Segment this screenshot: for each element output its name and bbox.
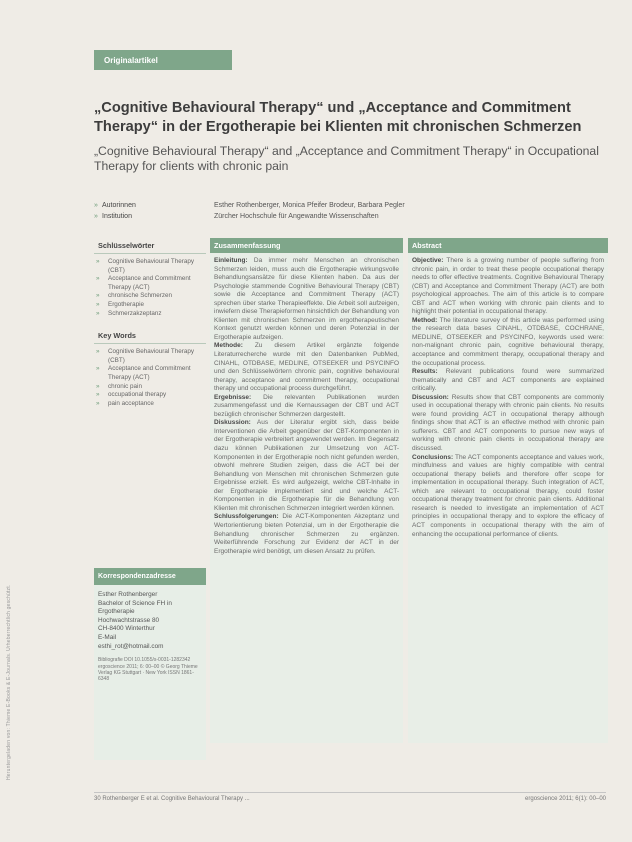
- abstract-heading: Abstract: [408, 238, 608, 253]
- meta-value: Esther Rothenberger, Monica Pfeifer Brodeur, Barbara Pegler: [214, 202, 405, 209]
- correspondence-heading: Korrespondenzadresse: [94, 568, 206, 585]
- bullet-icon: »: [96, 300, 100, 308]
- bibliography-note: Bibliografie DOI 10.1055/s-0031-1282342 ergoscience 2011; 6: 00–00 © Georg Thieme Verlag KG Stuttgart · New York ISSN 1861-6348: [98, 657, 198, 683]
- keyword-item: » Cognitive Behavioural Therapy (CBT): [96, 258, 194, 274]
- meta-key: Institution: [102, 213, 132, 220]
- page-footer: [94, 792, 606, 808]
- bullet-icon: »: [96, 382, 100, 390]
- paragraph: Results: Relevant publications found were summarized thematically and CBT and ACT components are explained critically.: [412, 368, 604, 393]
- paragraph: Method: The literature survey of this article was performed using the research data bases CINAHL, OTDBASE, COCHRANE, MEDLINE, OTSEEKER and PSYCINFO, keywords used were: non-malignant chronic pain, cognitive behavioural therapy, acceptance and commitment therapy, occupational therapy and the occupational process.: [412, 316, 604, 367]
- keywords-en-heading: Key Words: [94, 328, 206, 344]
- footer-left: 30 Rothenberger E et al. Cognitive Behavioural Therapy ...: [94, 796, 250, 802]
- keyword-item: » chronische Schmerzen: [96, 292, 173, 300]
- side-copyright-strip: Heruntergeladen von: Thieme E-Books & E-Journals. Urheberrechtlich geschützt.: [6, 584, 12, 780]
- paragraph: Methode: Zu diesem Artikel ergänzte folgende Literaturrecherche wurde mit den Datenbanken PubMed, CINAHL, OTDBASE, MEDLINE, OTSEEKER und PSYCINFO und den Schlüsselwörtern chronic pain, cognitive behavioural therapy, acceptance and commitment therapy, occupational therapy und occupational process durchgeführt.: [214, 342, 400, 393]
- bullet-icon: »: [96, 292, 100, 300]
- bullet-icon: »: [94, 213, 98, 220]
- paragraph: Discussion: Results show that CBT components are commonly used in occupational therapy with chronic pain clients. No results were found providing ACT in occupational therapy although findings show that ACT is an effective method with chronic pain sufferers. CBT and ACT components to pursue new ways of working with chronic pain clients in occupational therapy are discussed.: [412, 393, 604, 453]
- correspondence-box: [94, 568, 206, 760]
- paragraph: Schlussfolgerungen: Die ACT-Komponenten Akzeptanz und Wertorientierung bieten Potenzial, um in der Ergotherapie die Behandlung chronischer Schmerzen zu ergänzen. Weiterführende Forschung zur Evidenz der ACT in der Ergotherapie wird benötigt, um diesen Ansatz zu prüfen.: [214, 513, 400, 555]
- keywords-column: [94, 238, 206, 418]
- footer-right: ergoscience 2011; 6(1): 00–00: [525, 796, 606, 802]
- meta-key: Autorinnen: [102, 202, 136, 209]
- paragraph: Ergebnisse: Die relevanten Publikationen wurden zusammengefasst und die Kernaussagen der CBT und ACT bezüglich chronischer Schmerzen dargestellt.: [214, 393, 400, 418]
- keywords-de-heading: Schlüsselwörter: [94, 238, 206, 254]
- bullet-icon: »: [94, 202, 98, 209]
- meta-institution-row: [94, 211, 405, 222]
- email-link[interactable]: esthi_rot@hotmail.com: [98, 642, 164, 650]
- meta-value: Zürcher Hochschule für Angewandte Wissenschaften: [214, 213, 379, 220]
- bullet-icon: »: [96, 309, 100, 317]
- keyword-item: » occupational therapy: [96, 391, 167, 399]
- title-english: „Cognitive Behavioural Therapy“ and „Acceptance and Commitment Therapy“ in Occupational Therapy for clients with chronic pain: [94, 144, 599, 173]
- paragraph: Objective: There is a growing number of people suffering from chronic pain, in order to treat these people occupational therapy needs to offer effective treatments. Cognitive Behavioural Therapy (CBT) and Acceptance and Commitment Therapy (ACT) are both psychological approaches. The aim of this article is to compare CBT and ACT when working with chronic pain clients and to highlight their potential in occupational therapy.: [412, 257, 604, 316]
- keyword-item: » Acceptance and Commitment Therapy (ACT): [96, 275, 191, 291]
- paragraph: Conclusions: The ACT components acceptance and values work, mindfulness and values are highly compatible with central occupational therapy beliefs and therefore offer scope for implementation in occupational therapy. Such integration of ACT, which are relevant to occupational therapy, could foster occupational therapy treatment for chronic pain clients. Additional research is needed to investigate an implementation of ACT principles in occupational therapy and to explore the efficacy of ACT components in occupational therapy with the aim of enhancing the occupational performance of clients.: [412, 453, 604, 538]
- paragraph: Einleitung: Da immer mehr Menschen an chronischen Schmerzen leiden, muss auch die Ergotherapie wirkungsvolle Behandlungsansätze für diese Klienten haben. Da aus der Psychologie stammende Cognitive Behavioural Therapy (CBT) sowie die Acceptance and Commitment Therapy (ACT) sprechen über starke Therapieeffekte. Die Arbeit soll aufzeigen, inwiefern diese Therapieformen hinsichtlich der Behandlung von Klienten mit chronischen Schmerzen im ergotherapeutischen Kontext genutzt werden können und deren Potenzial in der Ergotherapie aufzeigen.: [214, 257, 399, 341]
- zusammenfassung-body: [210, 253, 403, 743]
- keyword-item: » pain acceptance: [96, 399, 154, 407]
- meta-authors-row: [94, 200, 405, 211]
- keyword-item: » Cognitive Behavioural Therapy (CBT): [96, 348, 194, 364]
- keywords-en-list: [94, 348, 206, 408]
- bullet-icon: »: [96, 275, 100, 283]
- keywords-de-list: [94, 258, 206, 318]
- title-german: „Cognitive Behavioural Therapy“ und „Acceptance and Commitment Therapy“ in der Ergotherapie bei Klienten mit chronischen Schmerzen: [94, 100, 582, 135]
- bullet-icon: »: [96, 391, 100, 399]
- bullet-icon: »: [96, 365, 100, 373]
- author-meta: [94, 200, 405, 222]
- abstract-body: [408, 253, 608, 743]
- keyword-item: » Acceptance and Commitment Therapy (ACT): [96, 365, 191, 381]
- correspondence-address: Esther Rothenberger Bachelor of Science FH in Ergotherapie Hochwachtstrasse 80 CH-8400 Winterthur E-Mail esthi_rot@hotmail.com: [94, 585, 206, 657]
- article-type-badge: Originalartikel: [94, 50, 232, 70]
- bullet-icon: »: [96, 258, 100, 265]
- keyword-item: » Ergotherapie: [96, 300, 145, 308]
- abstract-panel: [408, 238, 608, 743]
- bullet-icon: »: [96, 348, 100, 356]
- zusammenfassung-panel: [210, 238, 403, 743]
- keyword-item: » Schmerzakzeptanz: [96, 309, 162, 317]
- bullet-icon: »: [96, 399, 100, 407]
- paragraph: Diskussion: Aus der Literatur ergibt sich, dass beide Interventionen die Arbeit gegenüber der CBT-Komponenten in der Ergotherapie verbreitert angewendet werden. Im Gegensatz dazu können Publikationen zur Umsetzung von ACT-Komponenten in der Ergotherapie noch nicht gefunden werden, obwohl mehrere Studien zeigen, dass die ACT bei der Behandlung von Menschen mit chronischen Schmerzen gute Ergebnisse erzielt. Es wird aufgezeigt, welche CBT-Inhalte in der Ergotherapie implementiert sind und welche ACT-Komponenten in die Ergotherapie für die Behandlung von Klienten mit chronischen Schmerzen integriert werden können.: [214, 419, 399, 512]
- keyword-item: » chronic pain: [96, 382, 142, 390]
- zusammenfassung-heading: Zusammenfassung: [210, 238, 403, 253]
